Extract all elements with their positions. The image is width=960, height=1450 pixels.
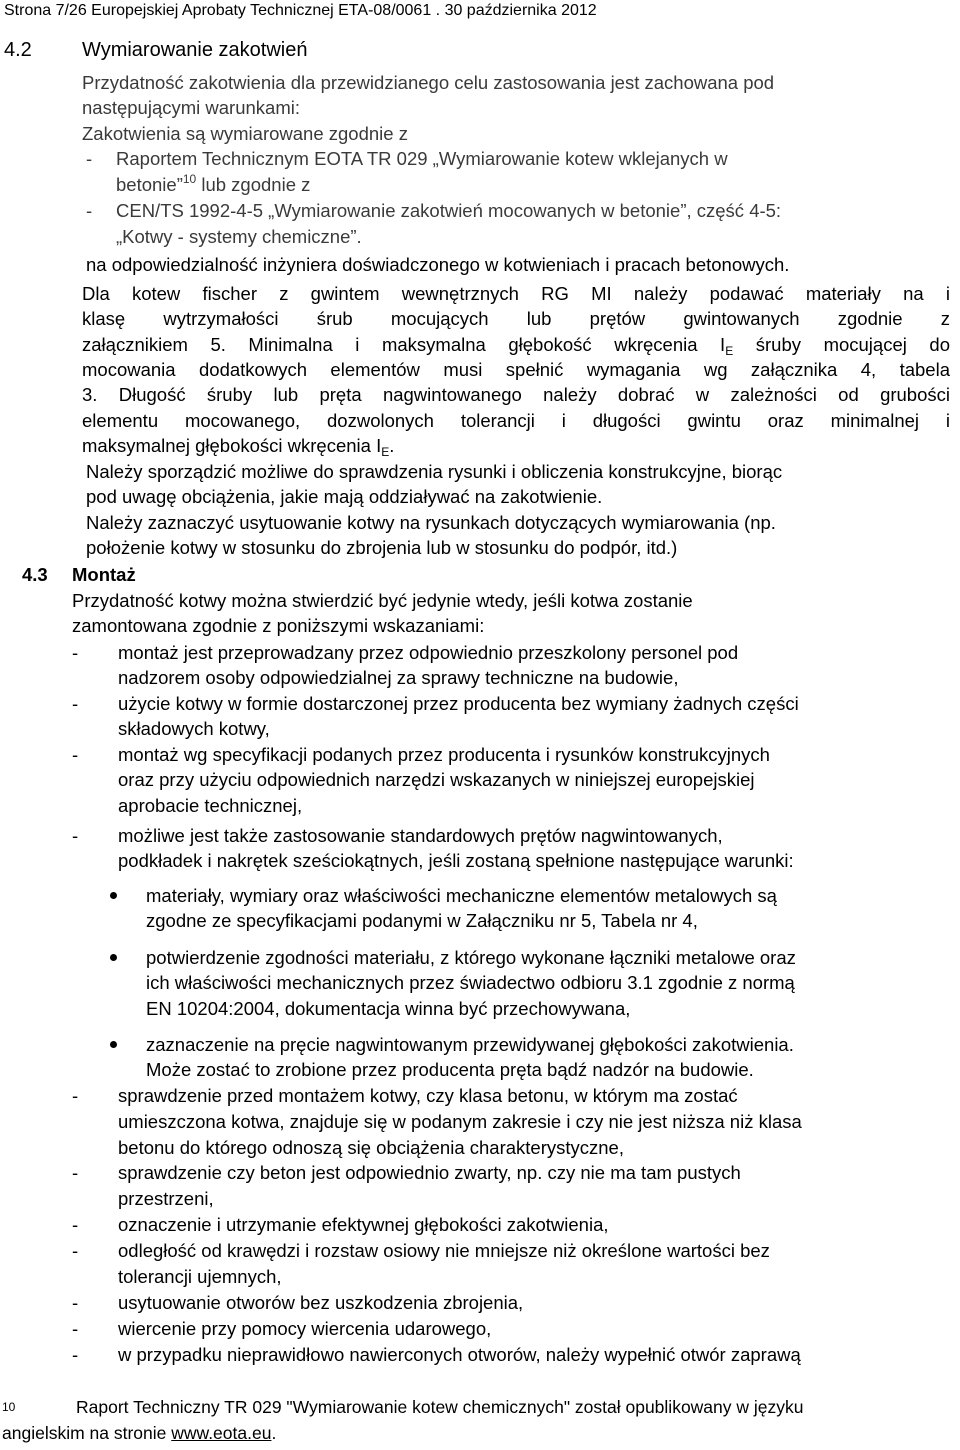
subscript: E [725, 344, 734, 358]
list-item: montaż jest przeprowadzany przez odpowiednio przeszkolony personel pod [118, 642, 739, 663]
list-item: aprobacie technicznej, [118, 795, 303, 816]
dash-marker: - [72, 1292, 79, 1313]
list-item: nadzorem osoby odpowiedzialnej za sprawy techniczne na budowie, [118, 667, 679, 688]
paragraph-line: Przydatność kotwy można stwierdzić być jedynie wtedy, jeśli kotwa zostanie [72, 590, 693, 611]
paragraph-line: klasę wytrzymałości śrub mocujących lub prętów gwintowanych zgodnie z [82, 308, 950, 329]
list-item: betonu do którego odnoszą się obciążenia charakterystyczne, [118, 1137, 624, 1158]
dash-marker: - [72, 1085, 79, 1106]
paragraph-line: mocowania dodatkowych elementów musi spełnić wymagania wg załącznika 4, tabela [82, 359, 950, 380]
list-item: oznaczenie i utrzymanie efektywnej głębokości zakotwienia, [118, 1214, 609, 1235]
list-item: tolerancji ujemnych, [118, 1266, 282, 1287]
page-header: Strona 7/26 Europejskiej Aprobaty Technicznej ETA-08/0061 . 30 października 2012 [4, 2, 597, 19]
dash-marker: - [72, 1318, 79, 1339]
list-item: możliwe jest także zastosowanie standardowych prętów nagwintowanych, [118, 825, 723, 846]
paragraph-line: betonie”$^{10}$ lub zgodnie z [116, 172, 311, 195]
list-item: sprawdzenie przed montażem kotwy, czy klasa betonu, w którym ma zostać [118, 1085, 738, 1106]
bullet-item: zaznaczenie na pręcie nagwintowanym przewidywanej głębokości zakotwienia. [146, 1034, 794, 1055]
list-item: odległość od krawędzi i rozstaw osiowy nie mniejsze niż określone wartości bez [118, 1240, 770, 1261]
paragraph-line: Przydatność zakotwienia dla przewidzianego celu zastosowania jest zachowana pod [82, 72, 775, 93]
paragraph-line: „Kotwy - systemy chemiczne”. [116, 226, 362, 247]
list-item: oraz przy użyciu odpowiednich narzędzi wskazanych w niniejszej europejskiej [118, 769, 755, 790]
section-number-4-3: 4.3 [22, 564, 48, 585]
paragraph-line: położenie kotwy w stosunku do zbrojenia lub w stosunku do podpór, itd.) [86, 537, 678, 558]
paragraph-line: maksymalnej głębokości wkręcenia $I_E$. [82, 435, 395, 459]
dash-marker: - [72, 1240, 79, 1261]
dash-marker: - [72, 1344, 79, 1365]
paragraph-line: Zakotwienia są wymiarowane zgodnie z [82, 123, 408, 144]
dash-marker: - [72, 744, 79, 765]
subscript: E [381, 445, 390, 459]
dash-marker: - [86, 200, 93, 221]
bullet-item: EN 10204:2004, dokumentacja winna być przechowywana, [146, 998, 631, 1019]
paragraph-line: następującymi warunkami: [82, 97, 300, 118]
section-number-4-2: 4.2 [4, 39, 32, 61]
list-item: usytuowanie otworów bez uszkodzenia zbrojenia, [118, 1292, 524, 1313]
footnote-ref: 10 [182, 172, 197, 186]
paragraph-line: Dla kotew fischer z gwintem wewnętrznych RG MI należy podawać materiały na i [82, 283, 950, 304]
dash-marker: - [72, 693, 79, 714]
dash-marker: - [72, 1162, 79, 1183]
list-item: podkładek i nakrętek sześciokątnych, jeśli zostaną spełnione następujące warunki: [118, 850, 794, 871]
bullet-item: zgodne ze specyfikacjami podanymi w Załączniku nr 5, Tabela nr 4, [146, 910, 698, 931]
bullet-icon [110, 892, 117, 899]
bullet-icon [110, 1041, 117, 1048]
footnote-text: Raport Techniczny TR 029 "Wymiarowanie kotew chemicznych" został opublikowany w języku [76, 1397, 804, 1417]
section-title-4-3: Montaż [72, 564, 136, 585]
footnote-text: angielskim na stronie www.eota.eu. [2, 1423, 277, 1443]
list-item: w przypadku nieprawidłowo nawierconych otworów, należy wypełnić otwór zaprawą [118, 1344, 801, 1365]
list-item: sprawdzenie czy beton jest odpowiednio zwarty, np. czy nie ma tam pustych [118, 1162, 741, 1183]
dash-marker: - [72, 825, 79, 846]
list-item: montaż wg specyfikacji podanych przez producenta i rysunków konstrukcyjnych [118, 744, 770, 765]
list-item: wiercenie przy pomocy wiercenia udarowego, [118, 1318, 492, 1339]
list-item: użycie kotwy w formie dostarczonej przez producenta bez wymiany żadnych części [118, 693, 799, 714]
paragraph-line: pod uwagę obciążenia, jakie mają oddziaływać na zakotwienie. [86, 486, 603, 507]
paragraph-line: 3. Długość śruby lub pręta nagwintowanego należy dobrać w zależności od grubości [82, 384, 950, 405]
bullet-icon [110, 954, 117, 961]
paragraph-line: Należy zaznaczyć usytuowanie kotwy na rysunkach dotyczących wymiarowania (np. [86, 512, 776, 533]
paragraph-line: CEN/TS 1992-4-5 „Wymiarowanie zakotwień mocowanych w betonie”, część 4-5: [116, 200, 782, 221]
bullet-item: Może zostać to zrobione przez producenta pręta bądź nadzór na budowie. [146, 1059, 754, 1080]
dash-marker: - [86, 148, 93, 169]
dash-marker: - [72, 642, 79, 663]
list-item: składowych kotwy, [118, 718, 270, 739]
paragraph-line: Należy sporządzić możliwe do sprawdzenia rysunki i obliczenia konstrukcyjne, biorąc [86, 461, 783, 482]
paragraph-line: elementu mocowanego, dozwolonych tolerancji i długości gwintu oraz minimalnej i [82, 410, 950, 431]
paragraph-line: zamontowana zgodnie z poniższymi wskazaniami: [72, 615, 485, 636]
bullet-item: potwierdzenie zgodności materiału, z którego wykonane łączniki metalowe oraz [146, 947, 796, 968]
bullet-item: materiały, wymiary oraz właściwości mechaniczne elementów metalowych są [146, 885, 777, 906]
list-item: przestrzeni, [118, 1188, 214, 1209]
paragraph-line: Raportem Technicznym EOTA TR 029 „Wymiarowanie kotew wklejanych w [116, 148, 728, 169]
eota-link[interactable]: www.eota.eu [171, 1423, 272, 1443]
section-title-4-2: Wymiarowanie zakotwień [82, 39, 308, 61]
footnote-number: 10 [2, 1400, 16, 1414]
bullet-item: ich właściwości mechanicznych przez świadectwo odbioru 3.1 zgodnie z normą [146, 972, 795, 993]
list-item: umieszczona kotwa, znajduje się w podanym zakresie i czy nie jest niższa niż klasa [118, 1111, 802, 1132]
dash-marker: - [72, 1214, 79, 1235]
paragraph-line: załącznikiem 5. Minimalna i maksymalna głębokość wkręcenia $I_E$ śruby mocującej do [82, 334, 950, 358]
paragraph-line: na odpowiedzialność inżyniera doświadczonego w kotwieniach i pracach betonowych. [86, 254, 790, 275]
